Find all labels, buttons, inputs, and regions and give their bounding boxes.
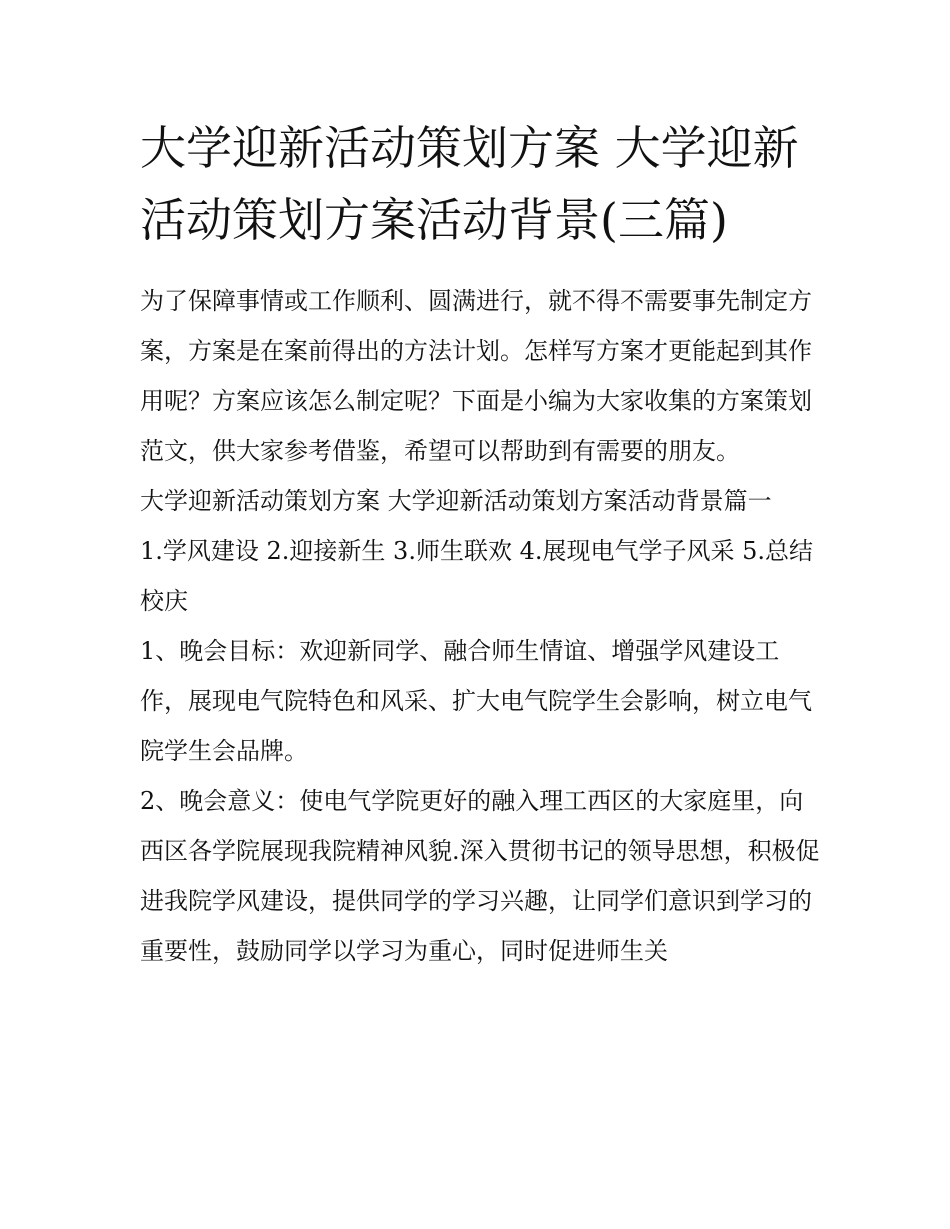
document-title: 大学迎新活动策划方案 大学迎新活动策划方案活动背景(三篇) — [140, 121, 799, 247]
paragraph-intro: 为了保障事情或工作顺利、圆满进行，就不得不需要事先制定方案，方案是在案前得出的方法计划。怎样写方案才更能起到其作用呢？方案应该怎么制定呢？下面是小编为大家收集的方案策划范文，供大家参考借鉴，希望可以帮助到有需要的朋友。 — [140, 287, 812, 465]
paragraph-theme-list: 1.学风建设 2.迎接新生 3.师生联欢 4.展现电气学子风采 5.总结校庆 — [140, 537, 814, 615]
paragraph-section-heading: 大学迎新活动策划方案 大学迎新活动策划方案活动背景篇一 — [140, 487, 772, 515]
paragraph-meaning: 2、晚会意义：使电气学院更好的融入理工西区的大家庭里，向西区各学院展现我院精神风貌.深入贯彻书记的领导思想，积极促进我院学风建设，提供同学的学习兴趣，让同学们意识到学习的重要性，鼓励同学以学习为重心，同时促进师生关 — [140, 787, 820, 965]
document-body — [140, 276, 820, 976]
document-content — [140, 112, 820, 976]
paragraph-goal: 1、晚会目标：欢迎新同学、融合师生情谊、增强学风建设工作，展现电气院特色和风采、扩大电气院学生会影响，树立电气院学生会品牌。 — [140, 637, 812, 765]
